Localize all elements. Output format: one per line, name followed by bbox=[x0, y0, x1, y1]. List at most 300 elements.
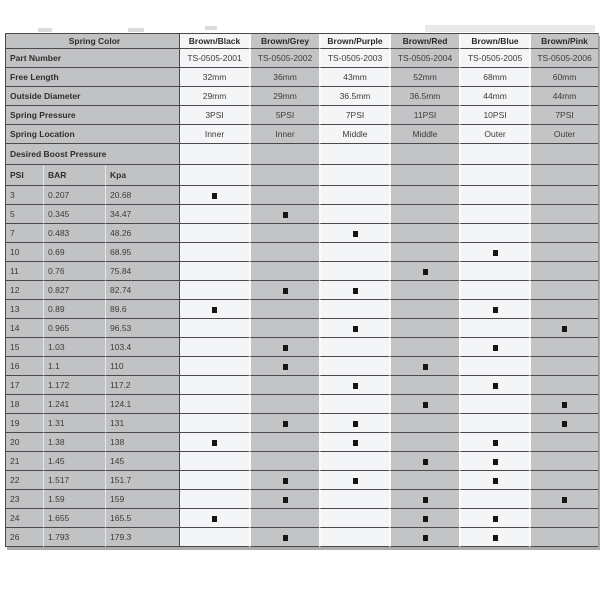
empty-cell bbox=[529, 165, 598, 186]
spec-row bbox=[6, 49, 598, 68]
bar-value: 0.207 bbox=[43, 186, 105, 205]
marker-cell bbox=[249, 490, 319, 509]
marker-cell bbox=[459, 471, 529, 490]
boost-row bbox=[6, 338, 598, 357]
spec-value: 32mm bbox=[179, 68, 249, 87]
spring-marker bbox=[493, 250, 498, 256]
psi-value: 18 bbox=[6, 395, 43, 414]
spring-marker bbox=[423, 459, 428, 465]
empty-cell bbox=[529, 243, 598, 262]
psi-value: 17 bbox=[6, 376, 43, 395]
boost-row bbox=[6, 528, 598, 547]
artifact-mark bbox=[128, 28, 144, 32]
spring-pressure-table bbox=[5, 33, 599, 547]
spec-value: Middle bbox=[389, 125, 459, 144]
empty-cell bbox=[529, 376, 598, 395]
column-header-brown-purple: Brown/Purple bbox=[319, 34, 389, 49]
kpa-value: 82.74 bbox=[105, 281, 179, 300]
column-header-brown-grey: Brown/Grey bbox=[249, 34, 319, 49]
empty-cell bbox=[459, 144, 529, 165]
empty-cell bbox=[179, 281, 249, 300]
empty-cell bbox=[249, 224, 319, 243]
empty-cell bbox=[529, 262, 598, 281]
empty-cell bbox=[529, 281, 598, 300]
empty-cell bbox=[389, 433, 459, 452]
spec-value: 36mm bbox=[249, 68, 319, 87]
spec-value: 68mm bbox=[459, 68, 529, 87]
marker-cell bbox=[249, 281, 319, 300]
spring-marker bbox=[283, 212, 288, 218]
empty-cell bbox=[179, 144, 249, 165]
spec-value: Inner bbox=[179, 125, 249, 144]
empty-cell bbox=[459, 224, 529, 243]
empty-cell bbox=[179, 165, 249, 186]
kpa-value: 103.4 bbox=[105, 338, 179, 357]
bar-value: 1.31 bbox=[43, 414, 105, 433]
spring-marker bbox=[493, 459, 498, 465]
kpa-value: 48.26 bbox=[105, 224, 179, 243]
artifact-mark bbox=[425, 25, 595, 32]
empty-cell bbox=[249, 165, 319, 186]
spring-marker bbox=[283, 421, 288, 427]
spring-marker bbox=[353, 231, 358, 237]
marker-cell bbox=[389, 357, 459, 376]
artifact-mark bbox=[38, 28, 52, 32]
psi-value: 24 bbox=[6, 509, 43, 528]
empty-cell bbox=[389, 224, 459, 243]
spec-row bbox=[6, 106, 598, 125]
spring-marker bbox=[423, 535, 428, 541]
spec-value: TS-0505-2001 bbox=[179, 49, 249, 68]
empty-cell bbox=[179, 490, 249, 509]
spring-marker bbox=[353, 383, 358, 389]
kpa-value: 124.1 bbox=[105, 395, 179, 414]
empty-cell bbox=[529, 471, 598, 490]
kpa-value: 68.95 bbox=[105, 243, 179, 262]
empty-cell bbox=[389, 319, 459, 338]
empty-cell bbox=[319, 243, 389, 262]
empty-cell bbox=[459, 165, 529, 186]
empty-cell bbox=[249, 262, 319, 281]
psi-value: 16 bbox=[6, 357, 43, 376]
unit-header-row bbox=[6, 165, 598, 186]
column-header-brown-pink: Brown/Pink bbox=[529, 34, 598, 49]
spec-value: 7PSI bbox=[529, 106, 598, 125]
marker-cell bbox=[249, 205, 319, 224]
spec-value: TS-0505-2005 bbox=[459, 49, 529, 68]
marker-cell bbox=[389, 395, 459, 414]
empty-cell bbox=[179, 471, 249, 490]
empty-cell bbox=[389, 376, 459, 395]
psi-value: 10 bbox=[6, 243, 43, 262]
boost-row bbox=[6, 376, 598, 395]
empty-cell bbox=[179, 376, 249, 395]
bar-value: 1.172 bbox=[43, 376, 105, 395]
empty-cell bbox=[319, 490, 389, 509]
empty-cell bbox=[249, 144, 319, 165]
psi-value: 13 bbox=[6, 300, 43, 319]
spring-marker bbox=[353, 421, 358, 427]
kpa-value: 138 bbox=[105, 433, 179, 452]
spec-value: 44mm bbox=[459, 87, 529, 106]
marker-cell bbox=[529, 490, 598, 509]
empty-cell bbox=[389, 186, 459, 205]
spring-marker bbox=[562, 497, 567, 503]
marker-cell bbox=[319, 281, 389, 300]
empty-cell bbox=[529, 300, 598, 319]
spring-marker bbox=[493, 478, 498, 484]
empty-cell bbox=[459, 262, 529, 281]
bar-value: 0.827 bbox=[43, 281, 105, 300]
boost-row bbox=[6, 357, 598, 376]
psi-value: 26 bbox=[6, 528, 43, 547]
boost-row bbox=[6, 262, 598, 281]
section-label: Desired Boost Pressure bbox=[6, 144, 179, 165]
marker-cell bbox=[179, 433, 249, 452]
empty-cell bbox=[389, 338, 459, 357]
boost-row bbox=[6, 300, 598, 319]
kpa-value: 145 bbox=[105, 452, 179, 471]
spring-marker bbox=[562, 326, 567, 332]
marker-cell bbox=[249, 357, 319, 376]
spec-value: 60mm bbox=[529, 68, 598, 87]
empty-cell bbox=[319, 300, 389, 319]
spec-value: Middle bbox=[319, 125, 389, 144]
empty-cell bbox=[319, 452, 389, 471]
marker-cell bbox=[459, 243, 529, 262]
kpa-value: 117.2 bbox=[105, 376, 179, 395]
empty-cell bbox=[179, 205, 249, 224]
bar-value: 0.89 bbox=[43, 300, 105, 319]
psi-value: 21 bbox=[6, 452, 43, 471]
spring-marker bbox=[493, 535, 498, 541]
empty-cell bbox=[319, 395, 389, 414]
spring-marker bbox=[283, 478, 288, 484]
bar-value: 1.03 bbox=[43, 338, 105, 357]
empty-cell bbox=[179, 262, 249, 281]
empty-cell bbox=[179, 338, 249, 357]
empty-cell bbox=[389, 300, 459, 319]
spec-label: Spring Pressure bbox=[6, 106, 179, 125]
marker-cell bbox=[249, 338, 319, 357]
marker-cell bbox=[529, 414, 598, 433]
empty-cell bbox=[389, 471, 459, 490]
spring-marker bbox=[493, 440, 498, 446]
empty-cell bbox=[179, 452, 249, 471]
spec-row bbox=[6, 68, 598, 87]
spec-value: 52mm bbox=[389, 68, 459, 87]
spring-marker bbox=[283, 345, 288, 351]
boost-row bbox=[6, 319, 598, 338]
bar-value: 1.517 bbox=[43, 471, 105, 490]
empty-cell bbox=[249, 243, 319, 262]
kpa-value: 89.6 bbox=[105, 300, 179, 319]
empty-cell bbox=[459, 281, 529, 300]
spring-marker bbox=[283, 535, 288, 541]
empty-cell bbox=[459, 319, 529, 338]
boost-row bbox=[6, 433, 598, 452]
empty-cell bbox=[319, 144, 389, 165]
marker-cell bbox=[179, 509, 249, 528]
spring-marker bbox=[493, 516, 498, 522]
spec-label: Outside Diameter bbox=[6, 87, 179, 106]
bar-value: 0.76 bbox=[43, 262, 105, 281]
boost-row bbox=[6, 395, 598, 414]
empty-cell bbox=[529, 205, 598, 224]
marker-cell bbox=[319, 224, 389, 243]
empty-cell bbox=[529, 509, 598, 528]
spring-marker bbox=[423, 269, 428, 275]
spring-marker bbox=[212, 440, 217, 446]
spring-marker bbox=[283, 497, 288, 503]
marker-cell bbox=[319, 319, 389, 338]
empty-cell bbox=[529, 338, 598, 357]
spec-value: 36.5mm bbox=[389, 87, 459, 106]
spec-value: 36.5mm bbox=[319, 87, 389, 106]
column-header-brown-blue: Brown/Blue bbox=[459, 34, 529, 49]
boost-row bbox=[6, 224, 598, 243]
empty-cell bbox=[249, 300, 319, 319]
kpa-value: 75.84 bbox=[105, 262, 179, 281]
boost-row bbox=[6, 452, 598, 471]
psi-header: PSI bbox=[6, 165, 43, 186]
spring-marker bbox=[283, 364, 288, 370]
empty-cell bbox=[389, 144, 459, 165]
empty-cell bbox=[249, 376, 319, 395]
spec-value: 10PSI bbox=[459, 106, 529, 125]
boost-row bbox=[6, 509, 598, 528]
marker-cell bbox=[389, 490, 459, 509]
empty-cell bbox=[459, 205, 529, 224]
kpa-value: 151.7 bbox=[105, 471, 179, 490]
bar-header: BAR bbox=[43, 165, 105, 186]
empty-cell bbox=[389, 205, 459, 224]
spring-marker bbox=[423, 402, 428, 408]
spec-value: 7PSI bbox=[319, 106, 389, 125]
kpa-value: 165.5 bbox=[105, 509, 179, 528]
spring-marker bbox=[493, 345, 498, 351]
psi-value: 22 bbox=[6, 471, 43, 490]
spring-marker bbox=[353, 288, 358, 294]
boost-row bbox=[6, 414, 598, 433]
spec-value: 43mm bbox=[319, 68, 389, 87]
bar-value: 0.483 bbox=[43, 224, 105, 243]
marker-cell bbox=[459, 376, 529, 395]
psi-value: 7 bbox=[6, 224, 43, 243]
spring-marker bbox=[562, 402, 567, 408]
spec-value: TS-0505-2004 bbox=[389, 49, 459, 68]
spec-value: 29mm bbox=[179, 87, 249, 106]
empty-cell bbox=[529, 528, 598, 547]
section-row bbox=[6, 144, 598, 165]
empty-cell bbox=[389, 281, 459, 300]
marker-cell bbox=[179, 300, 249, 319]
marker-cell bbox=[459, 300, 529, 319]
boost-row bbox=[6, 471, 598, 490]
kpa-value: 131 bbox=[105, 414, 179, 433]
psi-value: 14 bbox=[6, 319, 43, 338]
empty-cell bbox=[529, 224, 598, 243]
empty-cell bbox=[179, 414, 249, 433]
spec-value: 44mm bbox=[529, 87, 598, 106]
marker-cell bbox=[389, 528, 459, 547]
marker-cell bbox=[529, 395, 598, 414]
empty-cell bbox=[249, 395, 319, 414]
bar-value: 0.345 bbox=[43, 205, 105, 224]
marker-cell bbox=[319, 376, 389, 395]
bar-value: 0.965 bbox=[43, 319, 105, 338]
artifact-mark bbox=[205, 26, 217, 30]
marker-cell bbox=[249, 528, 319, 547]
spec-row bbox=[6, 125, 598, 144]
empty-cell bbox=[319, 205, 389, 224]
spec-label: Spring Location bbox=[6, 125, 179, 144]
spring-marker bbox=[353, 326, 358, 332]
empty-cell bbox=[529, 433, 598, 452]
spring-marker bbox=[423, 516, 428, 522]
empty-cell bbox=[179, 357, 249, 376]
marker-cell bbox=[179, 186, 249, 205]
kpa-value: 159 bbox=[105, 490, 179, 509]
spec-value: Outer bbox=[529, 125, 598, 144]
empty-cell bbox=[459, 414, 529, 433]
empty-cell bbox=[529, 186, 598, 205]
empty-cell bbox=[319, 262, 389, 281]
spec-value: 5PSI bbox=[249, 106, 319, 125]
spring-marker bbox=[353, 440, 358, 446]
marker-cell bbox=[319, 414, 389, 433]
marker-cell bbox=[249, 414, 319, 433]
empty-cell bbox=[179, 319, 249, 338]
bar-value: 1.793 bbox=[43, 528, 105, 547]
spec-value: 29mm bbox=[249, 87, 319, 106]
bar-value: 1.1 bbox=[43, 357, 105, 376]
marker-cell bbox=[249, 471, 319, 490]
kpa-value: 110 bbox=[105, 357, 179, 376]
psi-value: 11 bbox=[6, 262, 43, 281]
empty-cell bbox=[319, 509, 389, 528]
empty-cell bbox=[459, 357, 529, 376]
empty-cell bbox=[389, 165, 459, 186]
bar-value: 1.59 bbox=[43, 490, 105, 509]
marker-cell bbox=[459, 452, 529, 471]
spring-marker bbox=[423, 497, 428, 503]
kpa-value: 34.47 bbox=[105, 205, 179, 224]
spring-marker bbox=[212, 193, 217, 199]
spring-marker bbox=[353, 478, 358, 484]
empty-cell bbox=[459, 186, 529, 205]
empty-cell bbox=[249, 509, 319, 528]
bar-value: 1.655 bbox=[43, 509, 105, 528]
psi-value: 12 bbox=[6, 281, 43, 300]
psi-value: 23 bbox=[6, 490, 43, 509]
empty-cell bbox=[529, 452, 598, 471]
marker-cell bbox=[459, 433, 529, 452]
marker-cell bbox=[459, 509, 529, 528]
marker-cell bbox=[389, 452, 459, 471]
empty-cell bbox=[319, 338, 389, 357]
boost-row bbox=[6, 281, 598, 300]
spec-value: TS-0505-2003 bbox=[319, 49, 389, 68]
psi-value: 3 bbox=[6, 186, 43, 205]
empty-cell bbox=[319, 528, 389, 547]
boost-row bbox=[6, 243, 598, 262]
marker-cell bbox=[319, 471, 389, 490]
header-row bbox=[6, 34, 598, 49]
bar-value: 1.45 bbox=[43, 452, 105, 471]
empty-cell bbox=[459, 490, 529, 509]
empty-cell bbox=[179, 528, 249, 547]
spring-marker bbox=[493, 307, 498, 313]
empty-cell bbox=[249, 186, 319, 205]
spring-marker bbox=[493, 383, 498, 389]
marker-cell bbox=[389, 262, 459, 281]
spec-value: Inner bbox=[249, 125, 319, 144]
spring-marker bbox=[212, 307, 217, 313]
spec-value: 3PSI bbox=[179, 106, 249, 125]
marker-cell bbox=[389, 509, 459, 528]
column-header-brown-black: Brown/Black bbox=[179, 34, 249, 49]
empty-cell bbox=[179, 224, 249, 243]
boost-row bbox=[6, 205, 598, 224]
spec-label: Free Length bbox=[6, 68, 179, 87]
empty-cell bbox=[389, 414, 459, 433]
spec-value: TS-0505-2002 bbox=[249, 49, 319, 68]
bar-value: 1.241 bbox=[43, 395, 105, 414]
empty-cell bbox=[529, 357, 598, 376]
spec-value: Outer bbox=[459, 125, 529, 144]
boost-row bbox=[6, 186, 598, 205]
empty-cell bbox=[319, 357, 389, 376]
psi-value: 20 bbox=[6, 433, 43, 452]
empty-cell bbox=[459, 395, 529, 414]
kpa-value: 96.53 bbox=[105, 319, 179, 338]
bar-value: 1.38 bbox=[43, 433, 105, 452]
spring-marker bbox=[212, 516, 217, 522]
spring-marker bbox=[562, 421, 567, 427]
psi-value: 19 bbox=[6, 414, 43, 433]
empty-cell bbox=[319, 186, 389, 205]
marker-cell bbox=[459, 528, 529, 547]
psi-value: 5 bbox=[6, 205, 43, 224]
spring-marker bbox=[283, 288, 288, 294]
empty-cell bbox=[179, 243, 249, 262]
spec-value: TS-0505-2006 bbox=[529, 49, 598, 68]
marker-cell bbox=[319, 433, 389, 452]
psi-value: 15 bbox=[6, 338, 43, 357]
kpa-header: Kpa bbox=[105, 165, 179, 186]
empty-cell bbox=[249, 433, 319, 452]
spring-color-header: Spring Color bbox=[6, 34, 179, 49]
kpa-value: 179.3 bbox=[105, 528, 179, 547]
empty-cell bbox=[249, 452, 319, 471]
empty-cell bbox=[319, 165, 389, 186]
boost-row bbox=[6, 490, 598, 509]
spring-marker bbox=[423, 364, 428, 370]
spec-value: 11PSI bbox=[389, 106, 459, 125]
column-header-brown-red: Brown/Red bbox=[389, 34, 459, 49]
bar-value: 0.69 bbox=[43, 243, 105, 262]
marker-cell bbox=[459, 338, 529, 357]
empty-cell bbox=[389, 243, 459, 262]
kpa-value: 20.68 bbox=[105, 186, 179, 205]
empty-cell bbox=[249, 319, 319, 338]
empty-cell bbox=[529, 144, 598, 165]
spec-row bbox=[6, 87, 598, 106]
marker-cell bbox=[529, 319, 598, 338]
empty-cell bbox=[179, 395, 249, 414]
spec-label: Part Number bbox=[6, 49, 179, 68]
